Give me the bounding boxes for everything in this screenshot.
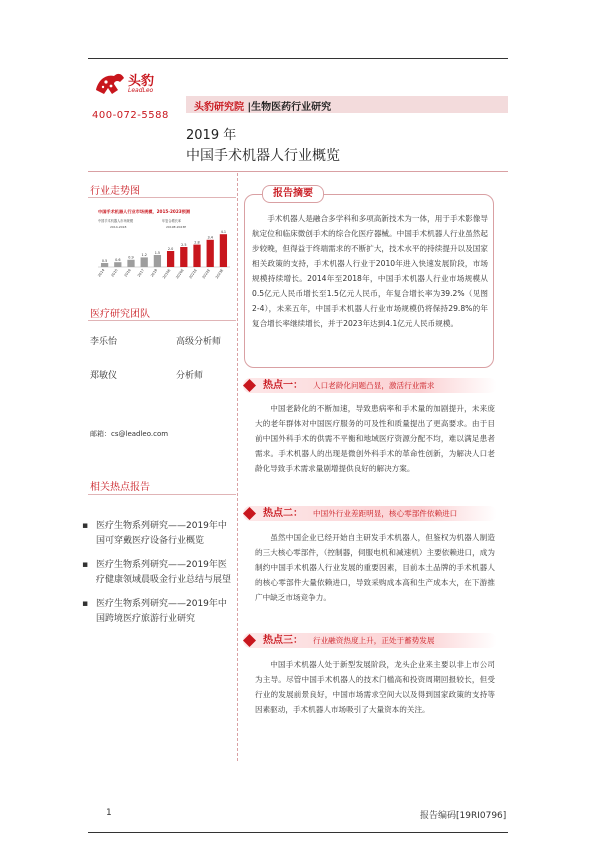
team-member-name: 郑敏仪: [90, 371, 118, 381]
chart-tick-label: 2022E: [201, 268, 212, 280]
bullet-icon: ▪: [82, 560, 89, 570]
page-title: 中国手术机器人行业概览: [186, 148, 340, 164]
chart-legend-a: 中国手术机器人市场规模: [98, 219, 134, 223]
hotspot-diamond-icon: [243, 507, 256, 520]
chart-tick-label: 2021E: [188, 268, 198, 280]
chart-bar: [154, 255, 161, 267]
brand-phone: 400-072-5588: [92, 110, 169, 121]
header-category: [194, 98, 331, 113]
chart-tick-label: 2014: [97, 268, 106, 278]
chart-tick-label: 2020E: [175, 268, 185, 280]
column-divider: [237, 173, 238, 761]
chart-bar: [127, 260, 134, 267]
hotspot-diamond-icon: [243, 379, 256, 392]
bullet-icon: ▪: [82, 599, 89, 609]
team-member-role: 分析师: [176, 371, 204, 381]
chart-data-label: 1.2: [141, 253, 147, 258]
chart-data-label: 3.4: [207, 235, 213, 240]
hotspot-label: 热点三：: [263, 635, 303, 646]
header-rule: [88, 171, 508, 172]
trend-heading: 行业走势图: [90, 186, 140, 197]
chart-bar: [101, 263, 108, 267]
hotspot-label: 热点一：: [263, 380, 303, 391]
chart-data-label: 2.8: [194, 240, 200, 245]
chart-legend-b: 年复合增长率: [162, 219, 182, 223]
chart-tick-label: 2017: [136, 268, 146, 278]
chart-tick-label: 2018: [149, 268, 159, 278]
related-report-link[interactable]: [82, 519, 232, 549]
chart-bar: [220, 234, 227, 267]
chart-tick-label: 2023E: [214, 268, 225, 280]
hotspot-subtitle: 中国外行业差距明显，核心零部件依赖进口: [313, 509, 458, 518]
chart-bar: [141, 257, 148, 267]
top-rule: [88, 58, 508, 59]
report-title: 医疗生物系列研究——2019年医疗健康领域晨吸金行业总结与展望: [96, 560, 232, 585]
bullet-icon: ▪: [82, 521, 89, 531]
chart-data-label: 1.5: [154, 250, 161, 255]
chart-data-label: 0.5: [101, 258, 108, 263]
chart-bar: [207, 240, 214, 267]
chart-data-label: 0.9: [128, 255, 134, 260]
page-number: 1: [106, 808, 112, 818]
report-year: 2019 年: [186, 128, 237, 143]
chart-data-label: 4.1: [220, 230, 227, 234]
chart-bar: [193, 245, 200, 267]
team-member-name: 李乐怡: [90, 337, 118, 347]
related-reports-list: [82, 519, 232, 636]
hotspot-subtitle: 行业融资热度上升，正处于蓄势发展: [313, 636, 435, 645]
summary-text: 手术机器人是融合多学科和多项高新技术为一体，用于手术影像导航定位和临床微创手术的综合化医疗器械。中国手术机器人行业虽然起步较晚，但得益于终端需求的不断扩大，技术水平的持续提升以及国家相关政策的支持，手术机器人行业于2010年进入快速发展阶段，市场规模持续增长。2014年至2018年，中国手术机器人行业市场规模从0.5亿元人民币增长至1.5亿元人民币，年复合增长率为39.2%（见图2-4），未来五年，中国手术机器人行业市场规模仍将保持29.8%的年复合增长率继续增长，并于2023年达到4.1亿元人民币规模。: [252, 214, 488, 328]
chart-tick-label: 2019E: [161, 268, 172, 280]
reports-rule: [88, 494, 236, 495]
report-title: 医疗生物系列研究——2019年中国可穿戴医疗设备行业概览: [96, 521, 227, 546]
brand-name: 头豹: [128, 74, 155, 89]
chart-tick-label: 2016: [123, 268, 132, 278]
chart-bar: [167, 251, 174, 267]
chart-data-label: 2.0: [167, 246, 174, 251]
chart-data-label: 0.6: [115, 258, 121, 262]
summary-label: 报告摘要: [262, 185, 324, 203]
chart-period-b: 2019E-2023E: [166, 225, 187, 229]
contact-email: 邮箱：cs@leadleo.com: [90, 430, 169, 438]
hotspot-header: [243, 378, 497, 393]
chart-bar: [180, 247, 187, 267]
chart-period-a: 2014-2018: [110, 225, 127, 229]
hotspot-text: 中国手术机器人处于新型发展阶段，龙头企业来主要以非上市公司为主导。尽管中国手术机器人的技术门槛高和投资周期回报较长，但受行业的发展前景良好，中国市场需求空间大以及得到国家政策的支持等因素驱动，手术机器人市场吸引了大量资本的关注。: [255, 660, 495, 714]
market-size-chart: [90, 205, 236, 287]
report-title: 医疗生物系列研究——2019年中国跨境医疗旅游行业研究: [96, 599, 227, 624]
hotspot-text: 虽然中国企业已经开始自主研发手术机器人，但鉴权为机器人制造的三大核心零部件，（控制器，伺服电机和减速机）主要依赖进口，成为制约中国手术机器人行业发展的重要因素，目前本土品牌的手术机器人的核心零部件大量依赖进口，导致采购成本高和生产成本大，在下游推广中缺乏市场竞争力。: [255, 533, 495, 602]
hotspot-header: [243, 506, 497, 521]
hotspot-label: 热点二：: [263, 508, 303, 519]
footer-rule: [88, 832, 508, 833]
hotspot-text: 中国老龄化的不断加速，导致患病率和手术量的加剧提升，未来庞大的老年群体对中国医疗服务的可及性和质量提出了更高要求。由于目前中国外科手术的供需不平衡和地域医疗资源分配不均，难以满足患者需求。手术机器人的出现是微创外科手术的革命性创新，为解决人口老龄化导致手术需求量剧增提供良好的解决方案。: [255, 404, 495, 473]
related-report-link[interactable]: [82, 597, 232, 627]
chart-bar: [114, 262, 121, 267]
team-heading: 医疗研究团队: [90, 309, 150, 320]
hotspot-subtitle: 人口老龄化问题凸显，激活行业需求: [313, 381, 435, 390]
institute-name: 头豹研究院: [194, 102, 244, 113]
trend-rule: [88, 197, 236, 198]
chart-data-label: 2.5: [181, 242, 187, 247]
hotspot-diamond-icon: [243, 634, 256, 647]
report-code: 报告编码[19RI0796]: [420, 811, 507, 821]
reports-heading: 相关热点报告: [90, 482, 150, 493]
hotspot-header: [243, 633, 497, 648]
chart-tick-label: 2015: [110, 268, 119, 278]
chart-title: 中国手术机器人行业市场规模，2015-2023预测: [98, 209, 191, 214]
brand-name-en: LeadLeo: [128, 87, 154, 94]
category-name: |生物医药行业研究: [247, 102, 332, 113]
related-report-link[interactable]: [82, 558, 232, 588]
team-member-role: 高级分析师: [176, 337, 222, 347]
team-rule: [88, 320, 236, 321]
